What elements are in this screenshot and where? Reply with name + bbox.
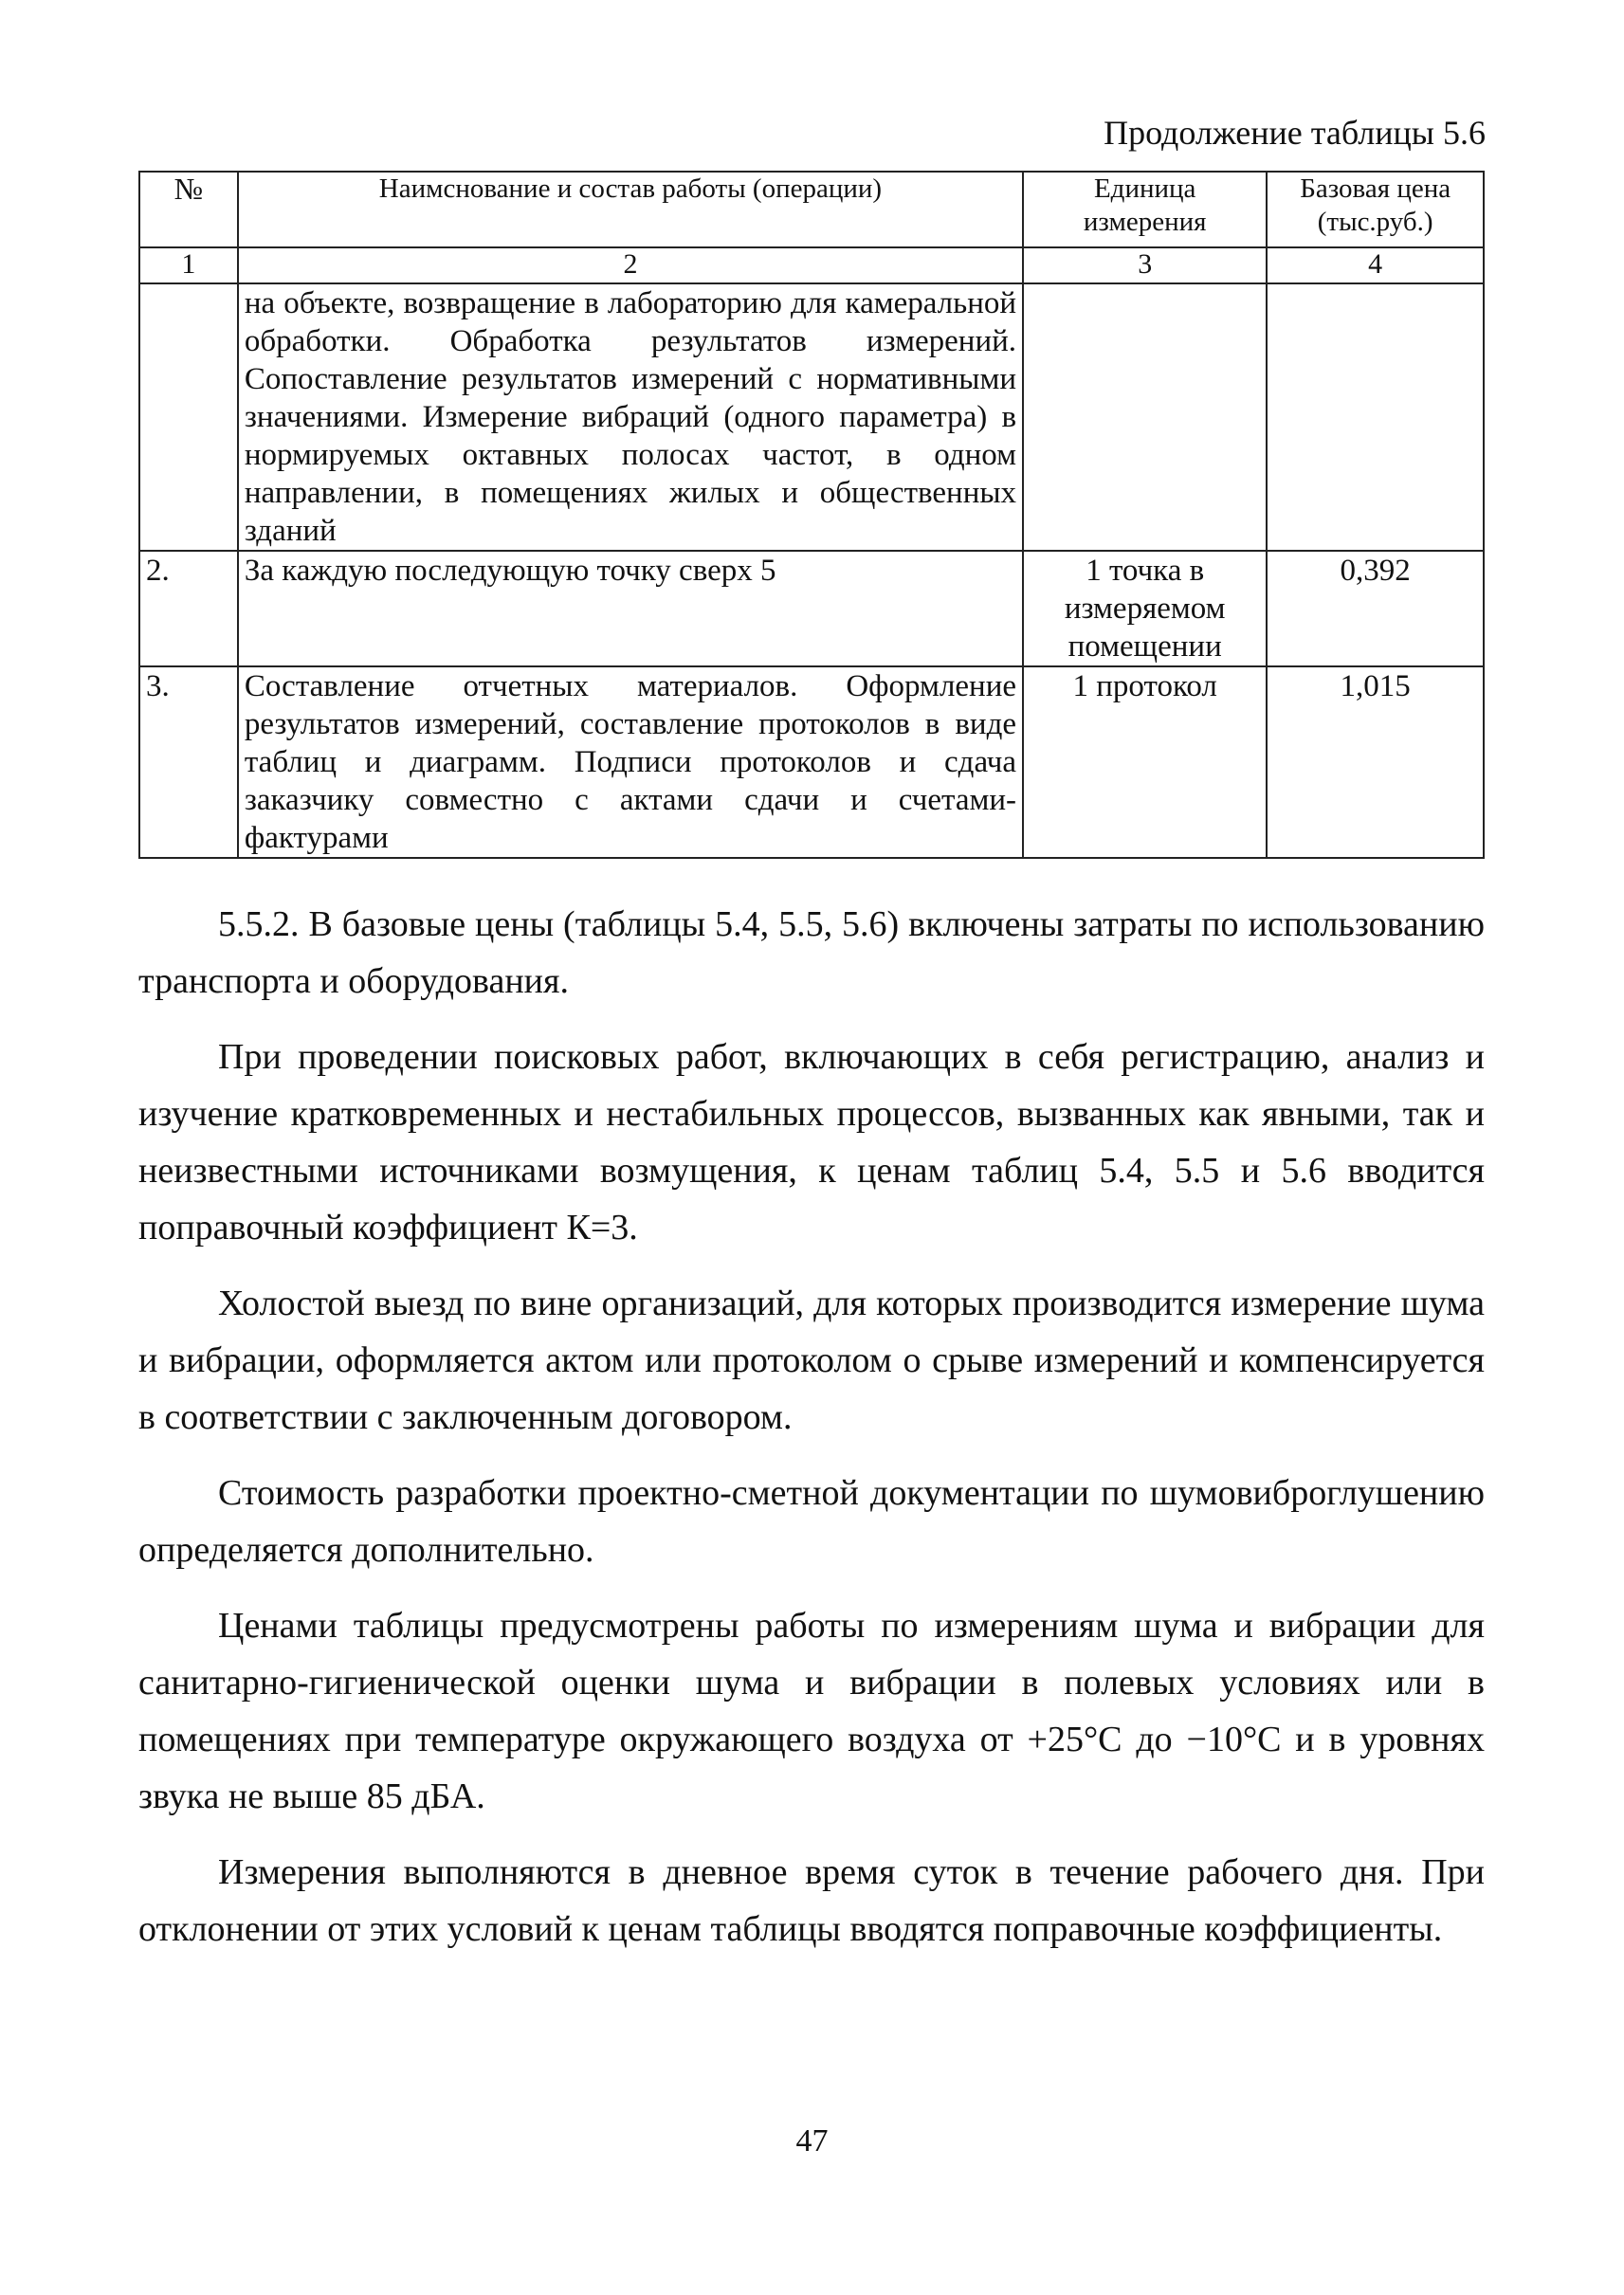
table-header-row (139, 172, 1484, 247)
row-price: 0,392 (1267, 551, 1484, 666)
row-unit: 1 точка в измеряемом помещении (1023, 551, 1267, 666)
row-description: на объекте, возвращение в лабораторию для камеральной обработки. Обработка результатов измерений. Сопоставление результатов измерений с нормативными значениями. Измерение вибраций (одного параметра) в нормируемых октавных полосах частот, в одном направлении, в помещениях жилых и общественных зданий (238, 283, 1023, 551)
paragraph: При проведении поисковых работ, включающих в себя регистрацию, анализ и изучение кратковременных и нестабильных процессов, вызванных как явными, так и неизвестными источниками возмущения, к ценам таблиц 5.4, 5.5 и 5.6 вводится поправочный коэффициент К=3. (138, 1037, 1485, 1248)
page-number: 47 (795, 2123, 829, 2158)
body-text (138, 896, 1485, 1976)
header-price: Базовая цена (тыс.руб.) (1267, 172, 1484, 247)
header-name: Наимснование и состав работы (операции) (238, 172, 1023, 247)
row-description: Составление отчетных материалов. Оформление результатов измерений, составление протоколов в виде таблиц и диаграмм. Подписи протоколов и сдача заказчику совместно с актами сдачи и счетами-фактурами (238, 666, 1023, 858)
paragraph: Холостой выезд по вине организаций, для которых производится измерение шума и вибрации, оформляется актом или протоколом о срыве измерений и компенсируется в соответствии с заключенным договором. (138, 1284, 1485, 1437)
header-number: № (139, 172, 238, 247)
price-table (138, 171, 1485, 859)
row-number (139, 283, 238, 551)
row-price: 1,015 (1267, 666, 1484, 858)
row-number: 2. (139, 551, 238, 666)
column-number: 4 (1267, 247, 1484, 283)
row-description: За каждую последующую точку сверх 5 (238, 551, 1023, 666)
header-unit: Единица измерения (1023, 172, 1267, 247)
paragraph: Стоимость разработки проектно-сметной документации по шумовиброглушению определяется дополнительно. (138, 1473, 1485, 1570)
column-number: 1 (139, 247, 238, 283)
column-number: 2 (238, 247, 1023, 283)
paragraph: 5.5.2. В базовые цены (таблицы 5.4, 5.5, 5.6) включены затраты по использованию транспорта и оборудования. (138, 904, 1485, 1001)
column-number: 3 (1023, 247, 1267, 283)
table-row (139, 666, 1484, 858)
column-number-row (139, 247, 1484, 283)
row-unit (1023, 283, 1267, 551)
paragraph: Измерения выполняются в дневное время суток в течение рабочего дня. При отклонении от этих условий к ценам таблицы вводятся поправочные коэффициенты. (138, 1852, 1485, 1949)
row-unit: 1 протокол (1023, 666, 1267, 858)
table-caption: Продолжение таблицы 5.6 (1104, 114, 1486, 152)
row-price (1267, 283, 1484, 551)
paragraph: Ценами таблицы предусмотрены работы по измерениям шума и вибрации для санитарно-гигиенической оценки шума и вибрации в полевых условиях или в помещениях при температуре окружающего воздуха от +25°С до −10°С и в уровнях звука не выше 85 дБА. (138, 1606, 1485, 1816)
table-row (139, 551, 1484, 666)
row-number: 3. (139, 666, 238, 858)
table-row (139, 283, 1484, 551)
